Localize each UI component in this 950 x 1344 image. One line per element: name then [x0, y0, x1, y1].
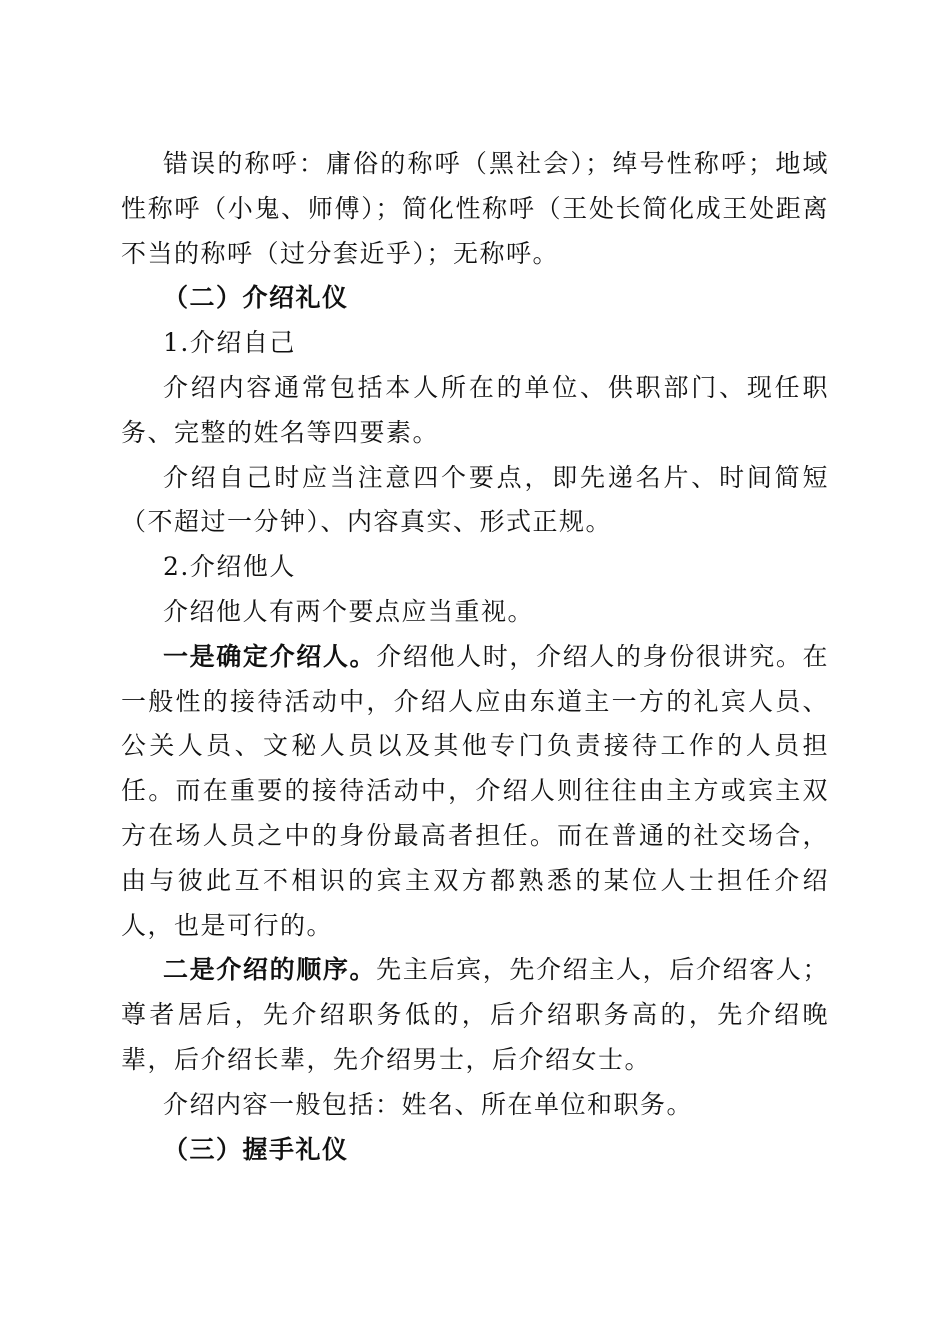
section-heading-introduction-etiquette: （二）介绍礼仪 — [163, 283, 349, 313]
paragraph-self-intro-content: 介绍内容通常包括本人所在的单位、供职部门、现任职务、完整的姓名等四要素。 — [121, 372, 829, 447]
paragraph-wrong-address-forms: 错误的称呼：庸俗的称呼（黑社会）；绰号性称呼；地域性称呼（小鬼、师傅）；简化性称呼（王处长简化成王处距离不当的称呼（过分套近乎）；无称呼。 — [121, 149, 829, 268]
body-determine-introducer: 介绍他人时，介绍人的身份很讲究。在一般性的接待活动中，介绍人应由东道主一方的礼宾人员、公关人员、文秘人员以及其他专门负责接待工作的人员担任。而在重要的接待活动中，介绍人则往往由主方或宾主双方在场人员之中的身份最高者担任。而在普通的社交场合，由与彼此互不相识的宾主双方都熟悉的某位人士担任介绍人，也是可行的。 — [121, 641, 829, 940]
lead-determine-introducer: 一是确定介绍人。 — [163, 641, 377, 671]
lead-introduction-order: 二是介绍的顺序。 — [163, 955, 377, 985]
paragraph-determine-introducer — [121, 635, 829, 949]
paragraph-others-intro: 介绍他人有两个要点应当重视。 — [163, 596, 535, 626]
paragraph-introduction-order — [121, 948, 829, 1082]
document-body — [121, 142, 829, 1172]
section-heading-handshake-etiquette: （三）握手礼仪 — [163, 1134, 349, 1164]
subheading-self-introduction: 1.介绍自己 — [163, 328, 296, 358]
paragraph-self-intro-points: 介绍自己时应当注意四个要点，即先递名片、时间简短（不超过一分钟）、内容真实、形式正规。 — [121, 462, 829, 537]
subheading-introducing-others: 2.介绍他人 — [163, 552, 296, 582]
body-introduction-order: 先主后宾，先介绍主人，后介绍客人；尊者居后，先介绍职务低的，后介绍职务高的，先介绍晚辈，后介绍长辈，先介绍男士，后介绍女士。 — [121, 955, 829, 1074]
paragraph-introduction-content-general: 介绍内容一般包括：姓名、所在单位和职务。 — [163, 1089, 694, 1119]
